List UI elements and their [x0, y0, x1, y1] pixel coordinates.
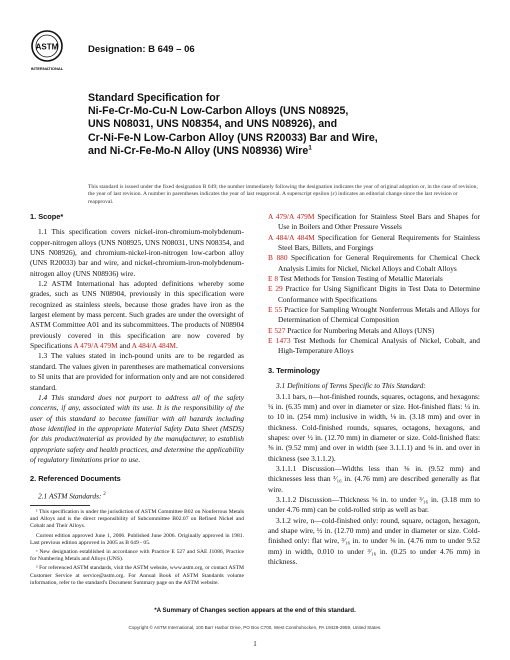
reference-link[interactable]: B 880 — [268, 253, 288, 263]
reference-item: E 1473 Test Methods for Chemical Analysis of Nickel, Cobalt, and High-Temperature Alloys — [268, 336, 480, 356]
page-number: 1 — [253, 640, 257, 648]
title-line: UNS N08031, UNS N08354, and UNS N08926), and — [88, 118, 338, 131]
title-line: Ni-Fe-Cr-Mo-Cu-N Low-Carbon Alloys (UNS N08925, — [88, 105, 349, 118]
issuance-note: This standard is issued under the fixed designation B 649; the number immediately following the designation indicates the year of original adoption or, in the case of revision, the year of last revision. A number in parentheses indicates the year of last reapproval. A superscript epsilon (ε) indicates an editorial change since the last revision or reapproval. — [88, 184, 478, 205]
title-line: and Ni-Cr-Fe-Mo-N Alloy (UNS N08936) Wire$^1$ — [88, 144, 312, 157]
paragraph-3-1-1-2: 3.1.1.2 Discussion—Thickness ⅛ in. to under ³⁄₁₆ in. (3.18 mm to under 4.76 mm) can be cold-rolled strip as well as bar. — [268, 494, 480, 515]
svg-text:INTERNATIONAL: INTERNATIONAL — [30, 66, 64, 71]
title-line: Cr-Ni-Fe-N Low-Carbon Alloy (UNS R20033) Bar and Wire, — [88, 131, 378, 144]
reference-link[interactable]: E 55 — [268, 305, 283, 315]
reference-link[interactable]: E 527 — [268, 325, 286, 335]
reference-item: E 29 Practice for Using Significant Digits in Test Data to Determine Conformance with Specifications — [268, 284, 480, 304]
footnote: ² For referenced ASTM standards, visit the ASTM website, www.astm.org, or contact ASTM Customer Service at service@astm.org. For Annual Book of ASTM Standards volume information, refer to the standard's Document Summary page on the ASTM website. — [30, 565, 244, 586]
reference-link[interactable]: A 479/A 479M — [268, 212, 315, 221]
footnote-divider — [30, 505, 90, 506]
paragraph-3-1-2: 3.1.2 wire, n—cold-finished only: round, square, octagon, hexagon, and shape wire, ½ in. (12.70 mm) and under in diameter or size. Cold-finished only: flat wire, ³⁄₁₆ in. to under ⅜ in. (4.76 mm to under 9.52 mm) in width, 0.010 to under ³⁄₁₆ in. (0.25 to under 4.76 mm) in thickness. — [268, 515, 480, 566]
paragraph-1-3: 1.3 The values stated in inch-pound units are to be regarded as standard. The values given in parentheses are mathematical conversions to SI units that are provided for information only and are not considered standard. — [30, 351, 244, 392]
section-heading-scope: 1. Scope* — [30, 212, 64, 221]
reference-item: E 55 Practice for Sampling Wrought Nonferrous Metals and Alloys for Determination of Chemical Composition — [268, 305, 480, 325]
paragraph-3-1-1: 3.1.1 bars, n—hot-finished rounds, squares, octagons, and hexagons: ¼ in. (6.35 mm) and over in diameter or size. Hot-finished flats: ¼ in. to 10 in. (254 mm) inclusive in width, ⅛ in. (3.18 mm) and over in thickness. Cold-finished rounds, squares, octagons, hexagons, and shapes: over ½ in. (12.70 mm) in diameter or size. Cold-finished flats: ⅜ in. (9.52 mm) and over in width (see 3.1.1.1) and ⅛ in. and over in thickness (see 3.1.1.2). — [268, 391, 480, 463]
reference-link[interactable]: E 8 — [268, 274, 279, 284]
paragraph-3-1-1-1: 3.1.1.1 Discussion—Widths less than ⅜ in. (9.52 mm) and thicknesses less than ³⁄₁₆ in. (4.76 mm) are described generally as flat wire. — [268, 463, 480, 494]
paragraph-1-4: 1.4 This standard does not purport to address all of the safety concerns, if any, associated with its use. It is the responsibility of the user of this standard to become familiar with all hazards including those identified in the appropriate Material Safety Data Sheet (MSDS) for this product/material as provided by the manufacturer, to establish appropriate safety and health practices, and determine the applicability of regulatory limitations prior to use. — [30, 392, 244, 464]
reference-item: A 479/A 479M Specification for Stainless Steel Bars and Shapes for Use in Boilers and Other Pressure Vessels — [268, 212, 480, 232]
astm-logo-icon — [30, 30, 64, 72]
svg-text:ASTM: ASTM — [35, 42, 59, 52]
reference-item: E 8 Test Methods for Tension Testing of Metallic Materials — [268, 274, 443, 284]
section-heading-terminology: 3. Terminology — [268, 365, 321, 375]
reference-item: A 484/A 484M Specification for General Requirements for Stainless Steel Bars, Billets, and Forgings — [268, 232, 481, 253]
reference-link[interactable]: E 29 — [268, 284, 283, 294]
right-column — [268, 212, 480, 567]
link-a479[interactable]: A 479/A 479M — [73, 341, 118, 351]
footnote: ¹ This specification is under the jurisdiction of ASTM Committee B02 on Nonferrous Metals and Alloys and is the direct responsibility of Subcommittee B02.07 on Refined Nickel and Cobalt and Their Alloys. — [30, 509, 244, 530]
designation: Designation: B 649 – 06 — [88, 44, 195, 55]
summary-of-changes-note: *A Summary of Changes section appears at the end of this standard. — [154, 607, 356, 614]
title-line: Standard Specification for — [88, 92, 220, 104]
footnote: Current edition approved June 1, 2006. Published June 2006. Originally approved in 1981. Last previous edition approved in 2005 as B 649 - 05. — [30, 532, 244, 546]
link-a484[interactable]: A 484/A 484M — [131, 341, 176, 351]
section-heading-referenced-documents: 2. Referenced Documents — [30, 474, 121, 484]
left-column — [30, 212, 244, 501]
title-footnote-marker: 1 — [308, 144, 312, 152]
paragraph-2-1: 2.1 ASTM Standards: $^2$ — [38, 491, 106, 501]
footnotes — [30, 509, 244, 589]
reference-link[interactable]: A 484/A 484M — [268, 232, 315, 242]
paragraph-3-1: 3.1 Definitions of Terms Specific to This Standard: — [276, 381, 426, 391]
footnote: ᵃ New designation established in accordance with Practice E 527 and SAE J1086, Practice for Numbering Metals and Alloys (UNS). — [30, 549, 244, 563]
reference-item: B 880 Specification for General Requirements for Chemical Check Analysis Limits for Nickel, Nickel Alloys and Cobalt Alloys — [268, 253, 480, 273]
paragraph-1-1: 1.1 This specification covers nickel-iron-chromium-molybdenum-copper-nitrogen alloys (UNS N08925, UNS N08031, UNS N08354, and UNS N08926), and chromium-nickel-iron-nitrogen low-carbon alloy (UNS R20033) bar and wire, and nickel-chromium-iron-molybdenum-nitrogen alloy (UNS N08936) wire. — [30, 227, 244, 278]
reference-link[interactable]: E 1473 — [268, 336, 291, 346]
copyright-line: Copyright © ASTM International, 100 Barr Harbor Drive, PO Box C700, West Conshohocken, PA 19428-2959, United States. — [128, 625, 382, 630]
standard-title — [88, 92, 488, 158]
reference-item: E 527 Practice for Numbering Metals and Alloys (UNS) — [268, 325, 435, 335]
paragraph-1-2: 1.2 ASTM International has adopted definitions whereby some grades, such as UNS N08904, previously in this specification were recognized as stainless steels, because those grades have iron as the largest element by mass percent. Such grades are under the oversight of ASTM Committee A01 and its subcommittees. The products of N08904 previously covered in this specification are now covered by Specifications A 479/A 479M and A 484/A 484M. — [30, 279, 244, 351]
